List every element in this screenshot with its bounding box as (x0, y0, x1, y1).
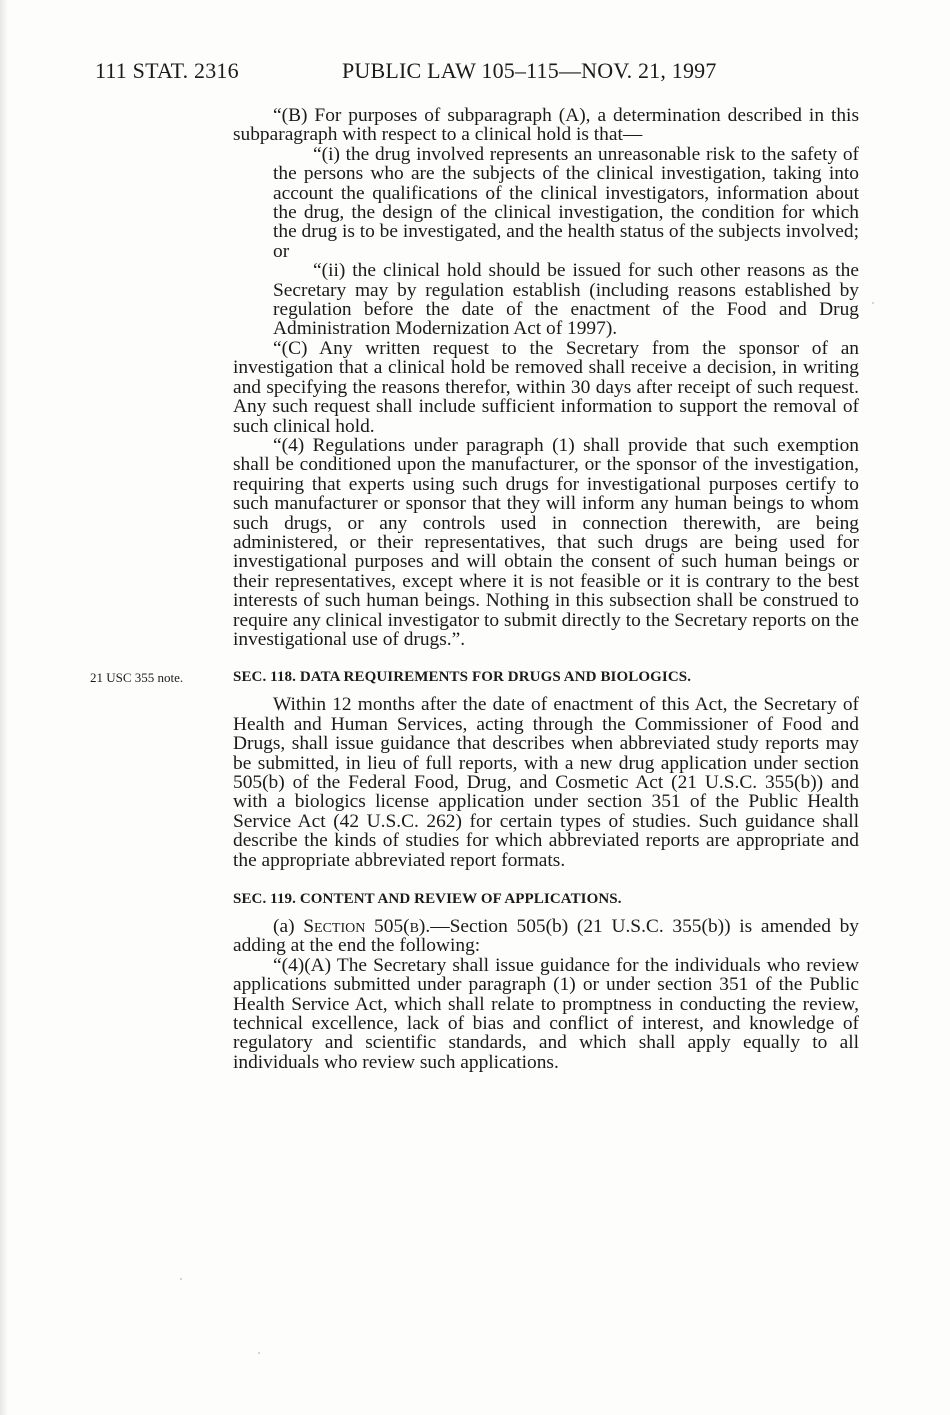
section-118-text: Within 12 months after the date of enactment of this Act, the Secretary of Health and Human Services, acting through the Commissioner of Food and Drugs, shall issue guidance that describes when abbreviated study reports may be submitted, in lieu of full reports, with a new drug application under section 505(b) of the Federal Food, Drug, and Cosmetic Act (21 U.S.C. 355(b)) and with a biologics license application under section 351 of the Public Health Service Act (42 U.S.C. 262) for certain types of studies. Such guidance shall describe the kinds of studies for which abbreviated reports are appropriate and the appropriate abbreviated report formats. (233, 694, 859, 871)
scan-speck (872, 302, 874, 304)
section-119-heading: SEC. 119. CONTENT AND REVIEW OF APPLICATIONS. (233, 891, 622, 908)
paragraph-b-i: “(i) the drug involved represents an unreasonable risk to the safety of the persons who are the subjects of the clinical investigation, taking into account the qualifications of the clinical investigators, information about the drug, the design of the clinical investigation, the condition for which the drug is to be investigated, and the health status of the subjects involved; or (273, 143, 859, 262)
paragraph-b-ii: “(ii) the clinical hold should be issued for such other reasons as the Secretary may by regulation establish (including reasons established by regulation before the date of the enactment of the Food and Drug Administration Modernization Act of 1997). (273, 260, 859, 340)
scan-speck (180, 1278, 182, 1280)
paragraph-4: “(4) Regulations under paragraph (1) shall provide that such exemption shall be conditioned upon the manufacturer, or the sponsor of the investigation, requiring that experts using such drugs for investigational purposes certify to such manufacturer or sponsor that they will inform any human beings to whom such drugs, or any controls used in connection therewith, are being administered, or their representatives, that such drugs are being used for investigational purposes and will obtain the consent of such human beings or their representatives, except where it is not feasible or it is contrary to the best interests of such human beings. Nothing in this subsection shall be construed to require any clinical investigator to submit directly to the Secretary reports on the investigational use of drugs.”. (233, 434, 859, 650)
section-118-heading: SEC. 118. DATA REQUIREMENTS FOR DRUGS AND BIOLOGICS. (233, 669, 692, 686)
subsection-prefix: (a) (273, 916, 304, 938)
subsection-caption: Section 505(b) (303, 916, 426, 938)
section-119-subsection-a (233, 917, 859, 956)
section-119 (233, 890, 859, 1072)
document-body (90, 105, 860, 1073)
paragraph-b: “(B) For purposes of subparagraph (A), a determination described in this subparagraph with respect to a clinical hold is that— (233, 105, 859, 146)
section-119-quoted-text: “(4)(A) The Secretary shall issue guidance for the individuals who review applications submitted under paragraph (1) or under section 351 of the Public Health Service Act, which shall relate to promptness in conducting the review, technical excellence, lack of bias and conflict of interest, and knowledge of regulatory and scientific standards, and which shall apply equally to all individuals who review such applications. (233, 954, 859, 1073)
paragraph-c: “(C) Any written request to the Secretary from the sponsor of an investigation that a clinical hold be removed shall receive a decision, in writing and specifying the reasons therefor, within 30 days after receipt of such request. Any such request shall include sufficient information to support the removal of such clinical hold. (233, 337, 859, 437)
margin-note: 21 USC 355 note. (90, 670, 184, 686)
running-head (95, 58, 855, 88)
scan-speck (258, 1352, 260, 1354)
statute-citation: 111 STAT. 2316 (95, 58, 239, 83)
section-118 (90, 668, 859, 871)
subsection-text: .—Section 505(b) (21 U.S.C. 355(b)) is amended by adding at the end the following: (233, 916, 860, 957)
page-edge-shadow (0, 0, 8, 1415)
public-law-title: PUBLIC LAW 105–115—NOV. 21, 1997 (342, 58, 717, 83)
